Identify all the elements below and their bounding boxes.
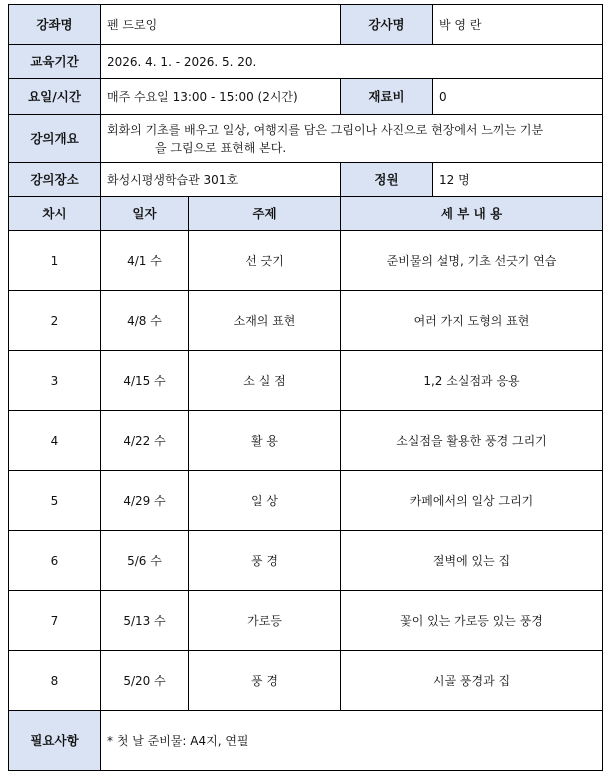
- table-row: [9, 471, 603, 531]
- table-row: [9, 531, 603, 591]
- capacity-label: 정원: [341, 163, 433, 197]
- period-row: [9, 45, 603, 79]
- course-name-value: 펜 드로잉: [101, 5, 341, 45]
- instructor-label: 강사명: [341, 5, 433, 45]
- session-date: 4/15 수: [101, 351, 189, 411]
- session-detail: 절벽에 있는 집: [341, 531, 603, 591]
- session-date: 5/13 수: [101, 591, 189, 651]
- requirements-value: * 첫 날 준비물: A4지, 연필: [101, 711, 603, 771]
- session-detail: 1,2 소실점과 응용: [341, 351, 603, 411]
- session-topic: 일 상: [189, 471, 341, 531]
- location-row: [9, 163, 603, 197]
- location-label: 강의장소: [9, 163, 101, 197]
- table-row: [9, 351, 603, 411]
- session-no: 5: [9, 471, 101, 531]
- course-sheet: [8, 4, 603, 771]
- session-date: 4/8 수: [101, 291, 189, 351]
- capacity-value: 12 명: [433, 163, 603, 197]
- session-date: 5/20 수: [101, 651, 189, 711]
- period-value: 2026. 4. 1. - 2026. 5. 20.: [101, 45, 603, 79]
- session-topic: 선 긋기: [189, 231, 341, 291]
- session-date: 4/29 수: [101, 471, 189, 531]
- session-no: 6: [9, 531, 101, 591]
- session-date: 5/6 수: [101, 531, 189, 591]
- table-row: [9, 591, 603, 651]
- table-row: [9, 291, 603, 351]
- overview-line-2: 을 그림으로 표현해 본다.: [155, 140, 287, 155]
- session-detail: 카페에서의 일상 그리기: [341, 471, 603, 531]
- session-date: 4/22 수: [101, 411, 189, 471]
- material-fee-value: 0: [433, 79, 603, 115]
- location-value: 화성시평생학습관 301호: [101, 163, 341, 197]
- session-topic: 가로등: [189, 591, 341, 651]
- session-topic: 풍 경: [189, 651, 341, 711]
- session-topic: 소 실 점: [189, 351, 341, 411]
- session-detail: 꽃이 있는 가로등 있는 풍경: [341, 591, 603, 651]
- overview-value: [101, 115, 603, 163]
- session-topic: 활 용: [189, 411, 341, 471]
- session-no: 7: [9, 591, 101, 651]
- overview-label: 강의개요: [9, 115, 101, 163]
- schedule-value: 매주 수요일 13:00 - 15:00 (2시간): [101, 79, 341, 115]
- session-no: 1: [9, 231, 101, 291]
- course-info-table: [8, 4, 603, 771]
- schedule-row: [9, 79, 603, 115]
- requirements-label: 필요사항: [9, 711, 101, 771]
- header-detail: 세 부 내 용: [341, 197, 603, 231]
- header-date: 일자: [101, 197, 189, 231]
- schedule-label: 요일/시간: [9, 79, 101, 115]
- course-row: [9, 5, 603, 45]
- sessions-header-row: [9, 197, 603, 231]
- session-detail: 시골 풍경과 집: [341, 651, 603, 711]
- session-no: 4: [9, 411, 101, 471]
- session-detail: 여러 가지 도형의 표현: [341, 291, 603, 351]
- overview-line-1: 회화의 기초를 배우고 일상, 여행지를 담은 그림이나 사진으로 현장에서 느끼는 기분: [107, 122, 544, 137]
- period-label: 교육기간: [9, 45, 101, 79]
- table-row: [9, 411, 603, 471]
- material-fee-label: 재료비: [341, 79, 433, 115]
- session-date: 4/1 수: [101, 231, 189, 291]
- session-no: 8: [9, 651, 101, 711]
- session-no: 3: [9, 351, 101, 411]
- instructor-value: 박 영 란: [433, 5, 603, 45]
- session-detail: 소실점을 활용한 풍경 그리기: [341, 411, 603, 471]
- header-topic: 주제: [189, 197, 341, 231]
- course-name-label: 강좌명: [9, 5, 101, 45]
- session-topic: 소재의 표현: [189, 291, 341, 351]
- header-session-no: 차시: [9, 197, 101, 231]
- table-row: [9, 231, 603, 291]
- session-no: 2: [9, 291, 101, 351]
- session-topic: 풍 경: [189, 531, 341, 591]
- session-detail: 준비물의 설명, 기초 선긋기 연습: [341, 231, 603, 291]
- requirements-row: [9, 711, 603, 771]
- table-row: [9, 651, 603, 711]
- overview-row: [9, 115, 603, 163]
